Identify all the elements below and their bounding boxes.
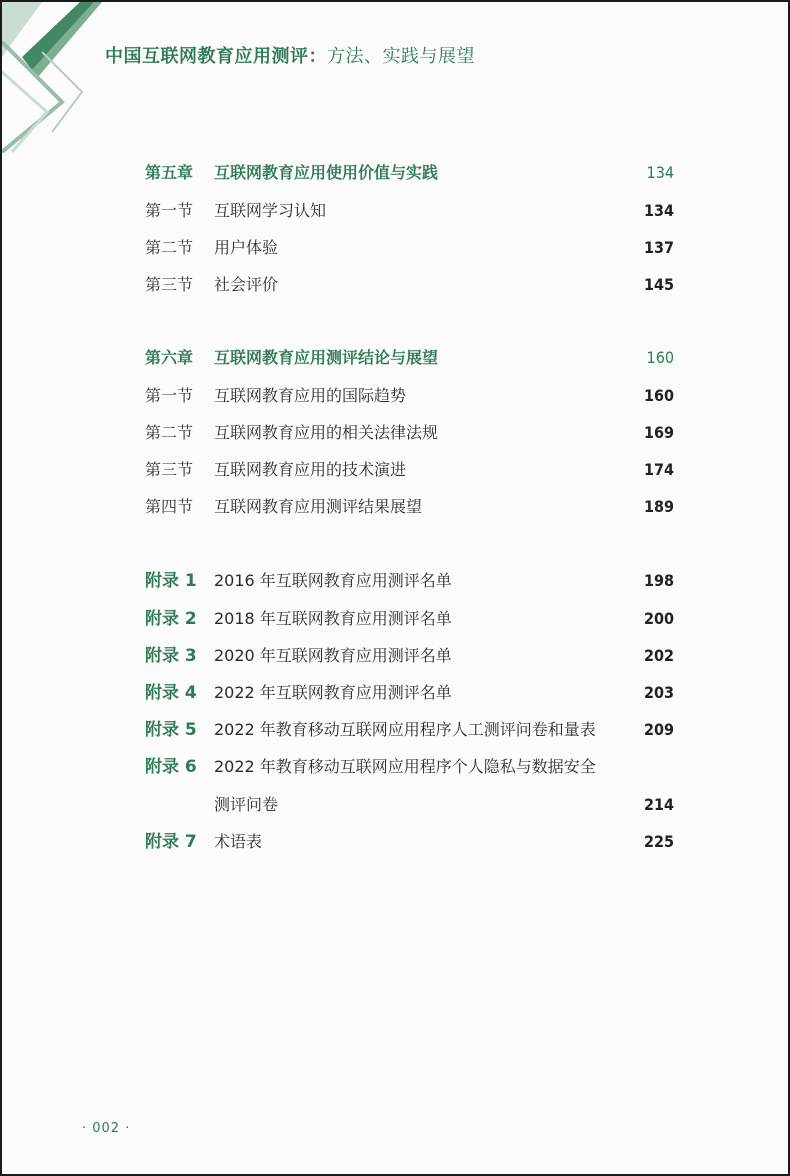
section-label: 第一节	[145, 386, 194, 405]
toc-section[interactable]	[2, 270, 788, 300]
appendix-title-continued: 测评问卷	[214, 795, 279, 814]
section-label: 第二节	[145, 423, 194, 442]
section-label: 第四节	[145, 497, 194, 516]
appendix-page-number: 202	[643, 646, 674, 665]
toc-appendix-7[interactable]	[2, 827, 788, 857]
section-label: 第三节	[145, 460, 194, 479]
chapter-page-number: 134	[646, 163, 674, 182]
appendix-label: 附录 2	[145, 609, 197, 629]
section-page-number: 145	[643, 275, 674, 294]
section-title: 用户体验	[214, 238, 279, 257]
toc-appendix-5[interactable]	[2, 715, 788, 745]
book-title	[105, 42, 475, 68]
section-title: 互联网学习认知	[214, 201, 327, 220]
appendix-label: 附录 3	[145, 646, 197, 666]
section-title: 互联网教育应用的技术演进	[214, 460, 407, 479]
corner-decoration	[2, 2, 112, 162]
chapter-label: 第五章	[145, 163, 194, 182]
appendix-label: 附录 5	[145, 720, 197, 740]
section-label: 第一节	[145, 201, 194, 220]
section-page-number: 134	[643, 201, 674, 220]
chapter-page-number: 160	[646, 348, 674, 367]
appendix-page-number: 225	[643, 832, 674, 851]
appendix-page-number: 203	[643, 683, 674, 702]
toc-appendix-3[interactable]	[2, 641, 788, 671]
toc-section[interactable]	[2, 233, 788, 263]
appendix-title: 术语表	[214, 832, 263, 851]
section-page-number: 189	[643, 497, 674, 516]
appendix-title: 2022 年互联网教育应用测评名单	[214, 683, 452, 702]
section-title: 互联网教育应用测评结果展望	[214, 497, 423, 516]
toc-appendix-6[interactable]	[2, 752, 788, 782]
toc-section[interactable]	[2, 418, 788, 448]
appendix-title: 2022 年教育移动互联网应用程序人工测评问卷和量表	[214, 720, 596, 739]
section-page-number: 137	[643, 238, 674, 257]
page-number: · 002 ·	[82, 1121, 131, 1136]
section-label: 第三节	[145, 275, 194, 294]
section-page-number: 174	[643, 460, 674, 479]
section-title: 社会评价	[214, 275, 279, 294]
appendix-page-number: 200	[643, 609, 674, 628]
toc-chapter-6[interactable]	[2, 343, 788, 373]
appendix-label: 附录 1	[145, 571, 197, 591]
appendix-label: 附录 7	[145, 832, 197, 852]
section-title: 互联网教育应用的相关法律法规	[214, 423, 439, 442]
appendix-title: 2020 年互联网教育应用测评名单	[214, 646, 452, 665]
appendix-label: 附录 6	[145, 757, 197, 777]
toc-chapter-5[interactable]	[2, 158, 788, 188]
book-title-main: 中国互联网教育应用测评：	[105, 46, 327, 67]
appendix-title: 2022 年教育移动互联网应用程序个人隐私与数据安全	[214, 757, 596, 776]
section-page-number: 160	[643, 386, 674, 405]
chapter-title: 互联网教育应用使用价值与实践	[214, 163, 439, 182]
toc-section[interactable]	[2, 492, 788, 522]
toc-appendix-2[interactable]	[2, 604, 788, 634]
section-title: 互联网教育应用的国际趋势	[214, 386, 407, 405]
appendix-page-number: 214	[643, 795, 674, 814]
appendix-page-number: 209	[643, 720, 674, 739]
appendix-title: 2016 年互联网教育应用测评名单	[214, 571, 452, 590]
appendix-label: 附录 4	[145, 683, 197, 703]
section-label: 第二节	[145, 238, 194, 257]
toc-appendix-6-continued[interactable]	[2, 790, 788, 820]
chapter-label: 第六章	[145, 348, 194, 367]
toc-section[interactable]	[2, 381, 788, 411]
book-title-subtitle: 方法、实践与展望	[327, 46, 475, 67]
toc-section[interactable]	[2, 455, 788, 485]
appendix-title: 2018 年互联网教育应用测评名单	[214, 609, 452, 628]
toc-appendix-4[interactable]	[2, 678, 788, 708]
appendix-page-number: 198	[643, 571, 674, 590]
section-page-number: 169	[643, 423, 674, 442]
chapter-title: 互联网教育应用测评结论与展望	[214, 348, 439, 367]
toc-section[interactable]	[2, 196, 788, 226]
toc-appendix-1[interactable]	[2, 566, 788, 596]
